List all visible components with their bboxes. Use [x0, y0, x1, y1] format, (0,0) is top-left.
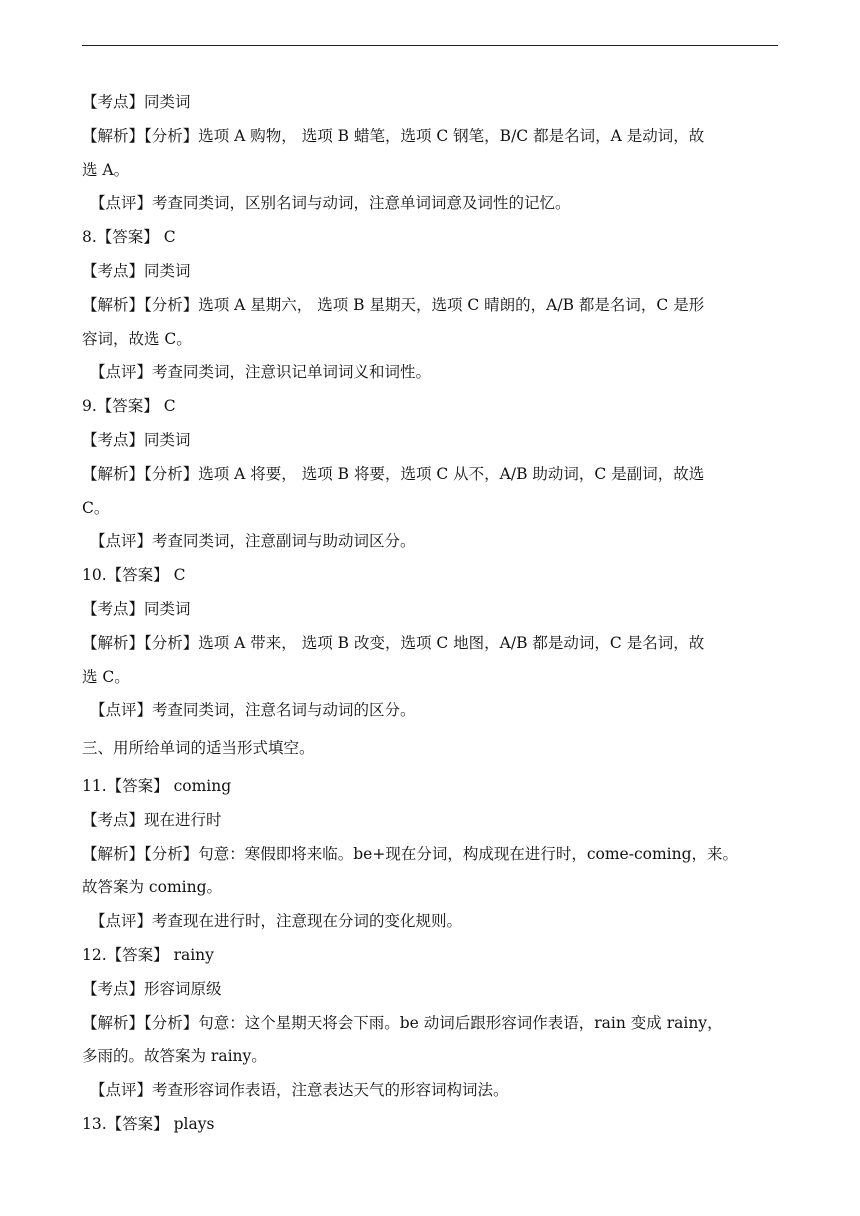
- kaodian-line: 【考点】同类词: [82, 430, 191, 449]
- dianping-line: 【点评】考查同类词，区别名词与动词，注意单词词意及词性的记忆。: [90, 194, 571, 213]
- dianping-line: 【点评】考查同类词，注意副词与助动词区分。: [90, 532, 416, 551]
- kaodian-line: 【考点】形容词原级: [82, 979, 222, 998]
- kaodian-line: 【考点】同类词: [82, 93, 191, 111]
- answer-line-10: 10.【答案】 C: [82, 566, 186, 585]
- jiexi-line: 【解析】【分析】句意：这个星期天将会下雨。be 动词后跟形容词作表语，rain 变成 rainy，: [82, 1013, 723, 1032]
- answer-line-8: 8.【答案】 C: [82, 228, 176, 247]
- jiexi-line: 【解析】【分析】选项 A 将要， 选项 B 将要，选项 C 从不，A/B 助动词，C 是副词，故选: [82, 464, 705, 483]
- jiexi-line-continued: 容词，故选 C。: [82, 329, 192, 348]
- jiexi-line-continued: 故答案为 coming。: [82, 878, 222, 897]
- jiexi-line: 【解析】【分析】句意：寒假即将来临。be+现在分词，构成现在进行时，come-coming，来。: [82, 844, 739, 863]
- jiexi-line-continued: 选 C。: [82, 667, 130, 686]
- section-heading: 三、用所给单词的适当形式填空。: [82, 739, 315, 758]
- jiexi-line: 【解析】【分析】选项 A 带来， 选项 B 改变，选项 C 地图，A/B 都是动词，C 是名词，故: [82, 633, 705, 652]
- kaodian-line: 【考点】同类词: [82, 599, 191, 618]
- answer-line-12: 12.【答案】 rainy: [82, 945, 214, 964]
- dianping-line: 【点评】考查同类词，注意名词与动词的区分。: [90, 701, 416, 720]
- dianping-line: 【点评】考查现在进行时，注意现在分词的变化规则。: [90, 912, 463, 931]
- jiexi-line: 【解析】【分析】选项 A 购物， 选项 B 蜡笔，选项 C 钢笔，B/C 都是名词，A 是动词，故: [82, 126, 705, 145]
- kaodian-line: 【考点】现在进行时: [82, 810, 222, 829]
- answer-line-9: 9.【答案】 C: [82, 397, 176, 416]
- jiexi-line-continued: 多雨的。故答案为 rainy。: [82, 1047, 267, 1066]
- header-rule: [82, 45, 778, 46]
- answer-line-11: 11.【答案】 coming: [82, 776, 232, 795]
- jiexi-line-continued: C。: [82, 498, 110, 517]
- kaodian-line: 【考点】同类词: [82, 261, 191, 280]
- jiexi-line-continued: 选 A。: [82, 160, 130, 179]
- document-body: [82, 86, 782, 1142]
- jiexi-line: 【解析】【分析】选项 A 星期六， 选项 B 星期天，选项 C 晴朗的，A/B 都是名词，C 是形: [82, 295, 705, 314]
- dianping-line: 【点评】考查形容词作表语，注意表达天气的形容词构词法。: [90, 1081, 509, 1100]
- dianping-line: 【点评】考查同类词，注意识记单词词义和词性。: [90, 363, 432, 382]
- answer-line-13: 13.【答案】 plays: [82, 1114, 215, 1133]
